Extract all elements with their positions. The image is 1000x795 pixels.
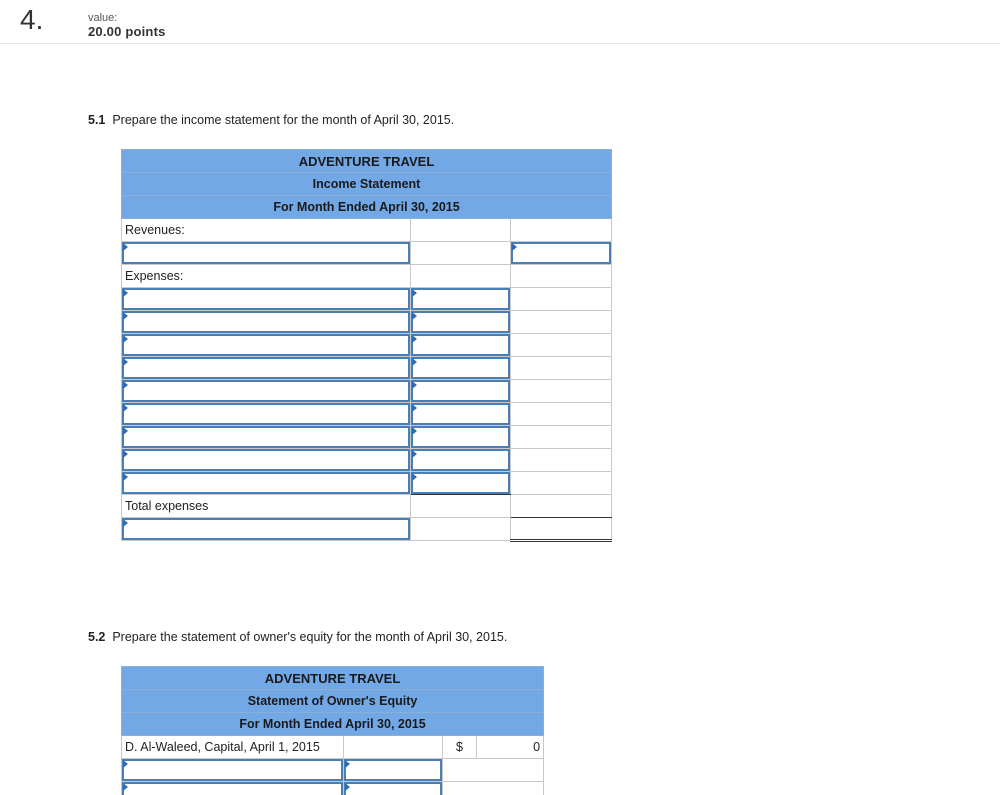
expense-amount-input[interactable] [411, 426, 510, 448]
capital-value: 0 [477, 736, 544, 759]
empty-cell [443, 782, 544, 795]
prompt-5-1-number: 5.1 [88, 113, 106, 127]
expense-account-input[interactable] [122, 334, 410, 356]
statement-period: For Month Ended April 30, 2015 [122, 713, 544, 736]
empty-cell [511, 403, 612, 426]
company-name: ADVENTURE TRAVEL [122, 667, 544, 690]
revenue-account-input[interactable] [122, 242, 410, 264]
expense-amount-input[interactable] [411, 472, 510, 494]
statement-title: Statement of Owner's Equity [122, 690, 544, 713]
expense-account-input[interactable] [122, 472, 410, 494]
empty-cell [511, 449, 612, 472]
equity-account-input[interactable] [122, 782, 343, 795]
expense-amount-input[interactable] [411, 288, 510, 310]
empty-cell [511, 265, 612, 288]
empty-cell [511, 472, 612, 495]
empty-cell [411, 219, 511, 242]
points-value: 20.00 points [88, 24, 166, 39]
expense-account-input[interactable] [122, 357, 410, 379]
empty-cell [511, 288, 612, 311]
revenues-label: Revenues: [122, 219, 411, 242]
empty-cell [344, 736, 443, 759]
expense-account-input[interactable] [122, 449, 410, 471]
total-expenses-amount [511, 495, 612, 518]
expense-account-input[interactable] [122, 403, 410, 425]
empty-cell [411, 495, 511, 518]
owners-equity-table [121, 666, 544, 795]
prompt-5-2 [88, 630, 507, 644]
statement-period: For Month Ended April 30, 2015 [122, 196, 612, 219]
capital-label: D. Al-Waleed, Capital, April 1, 2015 [122, 736, 344, 759]
income-statement-table [121, 149, 612, 542]
expense-amount-input[interactable] [411, 380, 510, 402]
equity-account-input[interactable] [122, 759, 343, 781]
net-income-amount [511, 518, 612, 541]
net-income-label-input[interactable] [122, 518, 410, 540]
expense-amount-input[interactable] [411, 357, 510, 379]
prompt-5-1-text: Prepare the income statement for the month of April 30, 2015. [112, 113, 455, 127]
statement-title: Income Statement [122, 173, 612, 196]
expense-account-input[interactable] [122, 426, 410, 448]
expenses-label: Expenses: [122, 265, 411, 288]
dollar-sign: $ [443, 736, 477, 759]
expense-account-input[interactable] [122, 380, 410, 402]
total-expenses-label: Total expenses [122, 495, 411, 518]
empty-cell [443, 759, 544, 782]
empty-cell [511, 311, 612, 334]
empty-cell [511, 380, 612, 403]
expense-amount-input[interactable] [411, 334, 510, 356]
header-divider [0, 43, 1000, 44]
prompt-5-2-number: 5.2 [88, 630, 106, 644]
empty-cell [411, 518, 511, 541]
revenue-amount-input[interactable] [511, 242, 611, 264]
empty-cell [511, 426, 612, 449]
equity-amount-input[interactable] [344, 759, 442, 781]
question-number: 4. [20, 4, 44, 35]
equity-amount-input[interactable] [344, 782, 442, 795]
empty-cell [511, 219, 612, 242]
expense-account-input[interactable] [122, 288, 410, 310]
value-label: value: [88, 12, 118, 24]
expense-amount-input[interactable] [411, 449, 510, 471]
expense-amount-input[interactable] [411, 403, 510, 425]
empty-cell [511, 357, 612, 380]
empty-cell [411, 242, 511, 265]
expense-account-input[interactable] [122, 311, 410, 333]
empty-cell [411, 265, 511, 288]
empty-cell [511, 334, 612, 357]
company-name: ADVENTURE TRAVEL [122, 150, 612, 173]
expense-amount-input[interactable] [411, 311, 510, 333]
prompt-5-1 [88, 113, 454, 127]
prompt-5-2-text: Prepare the statement of owner's equity for the month of April 30, 2015. [112, 630, 508, 644]
